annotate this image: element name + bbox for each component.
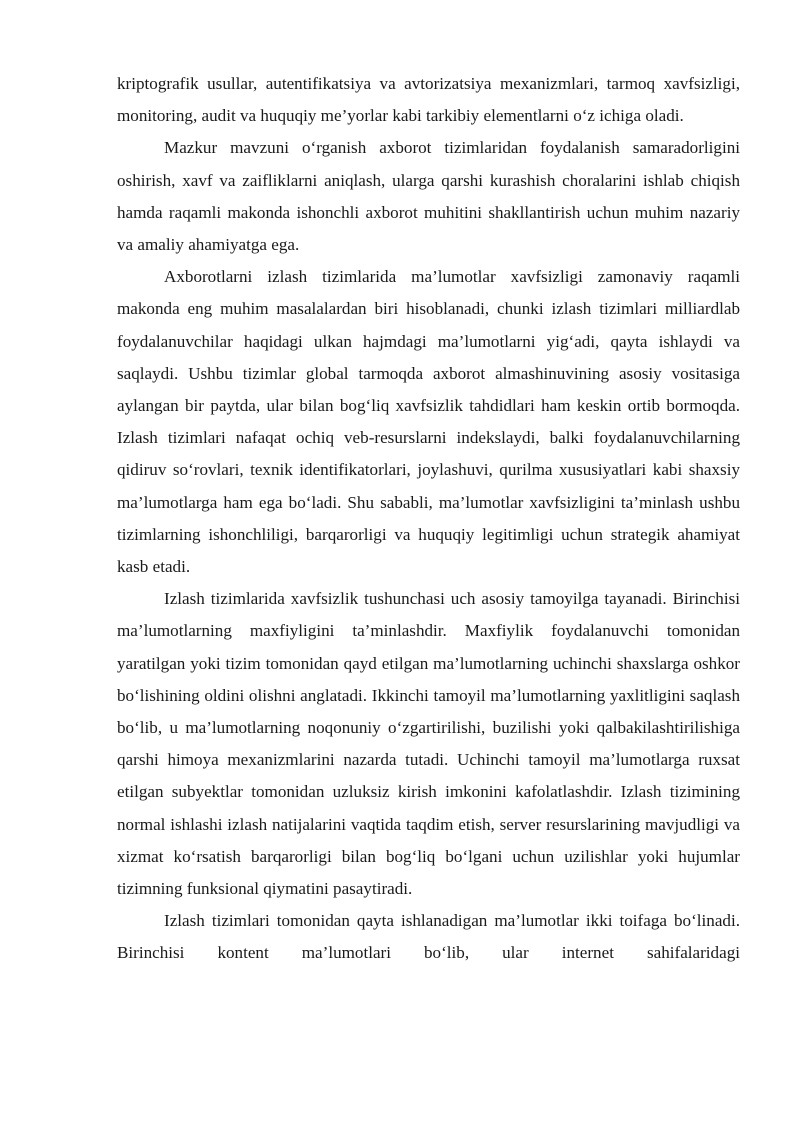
paragraph-continuation: kriptografik usullar, autentifikatsiya va avtorizatsiya mexanizmlari, tarmoq xavfsizligi, monitoring, audit va huquqiy me’yorlar kabi tarkibiy elementlarni o‘z ichiga oladi. (117, 74, 740, 126)
paragraph-data-categories: Izlash tizimlari tomonidan qayta ishlanadigan ma’lumotlar ikki toifaga bo‘linadi. Birinchisi kontent ma’lumotlari bo‘lib, ular internet sahifalaridagi (117, 911, 740, 963)
document-page (117, 68, 740, 970)
paragraph-security-principles: Izlash tizimlarida xavfsizlik tushunchasi uch asosiy tamoyilga tayanadi. Birinchisi ma’lumotlarning maxfiyligini ta’minlashdir. Maxfiylik foydalanuvchi tomonidan yaratilgan yoki tizim tomonidan qayd etilgan ma’lumotlarning uchinchi shaxslarga oshkor bo‘lishining oldini olishni anglatadi. Ikkinchi tamoyil ma’lumotlarning yaxlitligini saqlash bo‘lib, u ma’lumotlarning noqonuniy o‘zgartirilishi, buzilishi yoki qalbakilashtirilishiga qarshi himoya mexanizmlarini nazarda tutadi. Uchinchi tamoyil ma’lumotlarga ruxsat etilgan subyektlar tomonidan uzluksiz kirish imkonini kafolatlashdir. Izlash tizimining normal ishlashi izlash natijalarini vaqtida taqdim etish, server resurslarining mavjudligi va xizmat ko‘rsatish barqarorligi bilan bog‘liq bo‘lgani uchun uzilishlar yoki hujumlar tizimning funksional qiymatini pasaytiradi. (117, 589, 740, 899)
paragraph-topic-significance: Mazkur mavzuni o‘rganish axborot tizimlaridan foydalanish samaradorligini oshirish, xavf va zaifliklarni aniqlash, ularga qarshi kurashish choralarini ishlab chiqish hamda raqamli makonda ishonchli axborot muhitini shakllantirish uchun muhim nazariy va amaliy ahamiyatga ega. (117, 138, 740, 255)
paragraph-search-data-security: Axborotlarni izlash tizimlarida ma’lumotlar xavfsizligi zamonaviy raqamli makonda eng muhim masalalardan biri hisoblanadi, chunki izlash tizimlari milliardlab foydalanuvchilar haqidagi ulkan hajmdagi ma’lumotlarni yig‘adi, qayta ishlaydi va saqlaydi. Ushbu tizimlar global tarmoqda axborot almashinuvining asosiy vositasiga aylangan bir paytda, ular bilan bog‘liq xavfsizlik tahdidlari ham keskin ortib bormoqda. Izlash tizimlari nafaqat ochiq veb-resurslarni indekslaydi, balki foydalanuvchilarning qidiruv so‘rovlari, texnik identifikatorlari, joylashuvi, qurilma xususiyatlari kabi shaxsiy ma’lumotlarga ham ega bo‘ladi. Shu sababli, ma’lumotlar xavfsizligini ta’minlash ushbu tizimlarning ishonchliligi, barqarorligi va huquqiy legitimligi uchun strategik ahamiyat kasb etadi. (117, 267, 740, 577)
